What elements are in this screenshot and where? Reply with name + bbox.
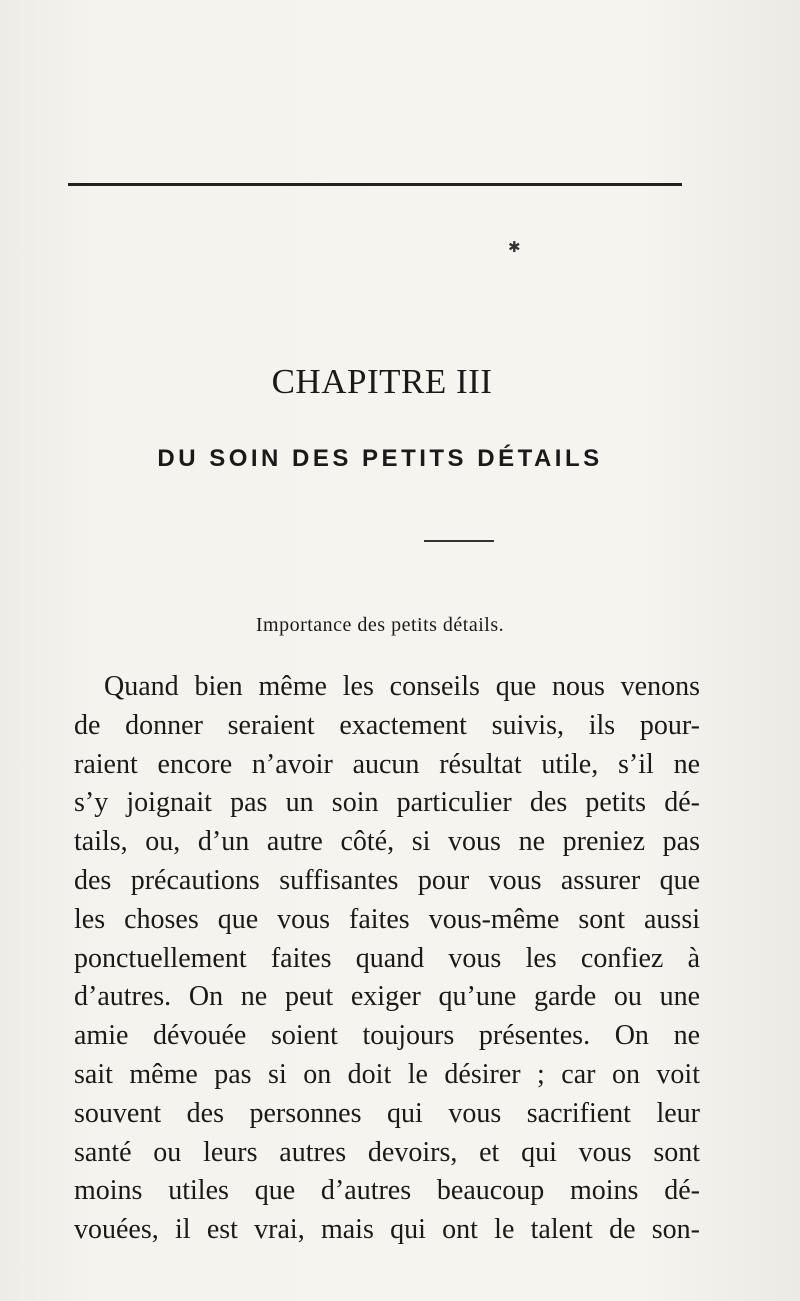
text-line: Quand bien même les conseils que nous venons — [104, 671, 700, 702]
text-line: amie dévouée soient toujours présentes. On ne — [74, 1020, 700, 1052]
text-line: des précautions suffisantes pour vous assurer que — [74, 864, 700, 896]
body-paragraph — [74, 668, 700, 1250]
text-line: les choses que vous faites vous-même sont aussi — [74, 903, 700, 935]
chapter-title: CHAPITRE III — [271, 362, 493, 401]
chapter-subtitle: DU SOIN DES PETITS DÉTAILS — [157, 445, 603, 472]
text-line: de donner seraient exactement suivis, ils pour- — [74, 709, 700, 741]
text-line: vouées, il est vrai, mais qui ont le talent de son- — [74, 1214, 700, 1246]
text-line: d’autres. On ne peut exiger qu’une garde ou une — [74, 981, 700, 1013]
text-line: s’y joignait pas un soin particulier des petits dé- — [74, 787, 700, 819]
text-line: ponctuellement faites quand vous les confiez à — [74, 942, 700, 974]
header-rule — [68, 183, 682, 186]
text-line: souvent des personnes qui vous sacrifient leur — [74, 1097, 700, 1129]
text-line: tails, ou, d’un autre côté, si vous ne preniez pas — [74, 826, 700, 858]
text-line: sait même pas si on doit le désirer ; car on voit — [74, 1058, 700, 1090]
separator-rule — [424, 540, 494, 542]
text-line: raient encore n’avoir aucun résultat utile, s’il ne — [74, 748, 700, 780]
ornament-asterisk: ✱ — [508, 240, 521, 256]
text-line: moins utiles que d’autres beaucoup moins dé- — [74, 1175, 700, 1207]
section-heading: Importance des petits détails. — [255, 614, 505, 636]
text-line: santé ou leurs autres devoirs, et qui vous sont — [74, 1136, 700, 1168]
